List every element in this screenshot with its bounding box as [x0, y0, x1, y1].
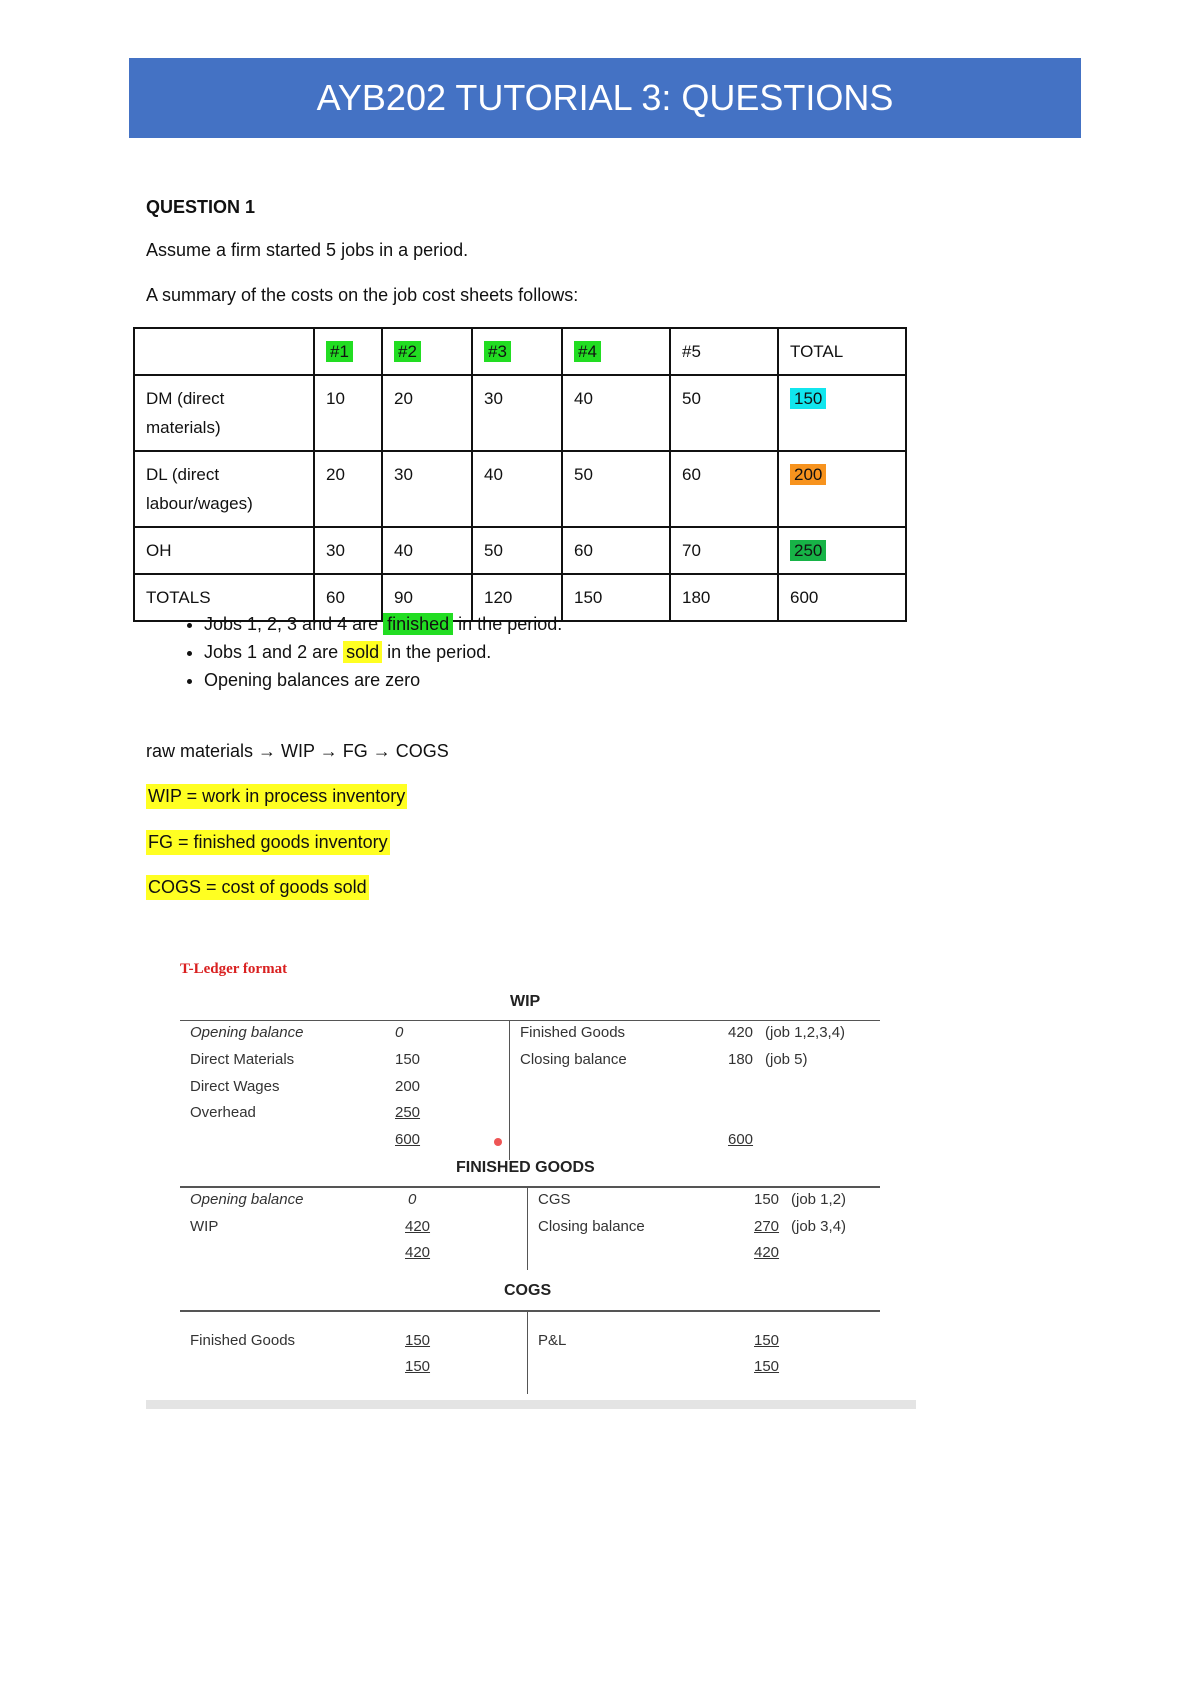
fg-left-label: WIP	[190, 1218, 219, 1235]
intro-line-1: Assume a firm started 5 jobs in a period.	[146, 240, 469, 260]
table-row	[134, 375, 906, 451]
wip-right-label: Closing balance	[520, 1051, 627, 1068]
table-cell: 40	[472, 451, 562, 527]
table-row	[134, 451, 906, 527]
table-cell: 60	[314, 574, 382, 621]
wip-right-value: 180	[728, 1051, 754, 1068]
row-label-totals: TOTALS	[134, 574, 314, 621]
table-cell-total: 250	[778, 527, 906, 574]
wip-right-label: Finished Goods	[520, 1024, 626, 1041]
red-dot-marker	[494, 1138, 502, 1146]
wip-left-label: Opening balance	[190, 1024, 304, 1041]
wip-right-note: (job 5)	[765, 1051, 808, 1068]
wip-left-label: Overhead	[190, 1104, 256, 1121]
fg-left-value: 0	[408, 1191, 417, 1208]
definition-fg: FG = finished goods inventory	[146, 830, 390, 855]
header-cell-job-3: #3	[472, 328, 562, 375]
table-cell: 50	[472, 527, 562, 574]
table-cell: 10	[314, 375, 382, 451]
list-item: • Jobs 1 and 2 are sold in the period.	[204, 638, 562, 666]
wip-right-note: (job 1,2,3,4)	[765, 1024, 846, 1041]
wip-right-value: 420	[728, 1024, 754, 1041]
wip-divider-lower	[509, 1104, 510, 1160]
header-cell-total: TOTAL	[778, 328, 906, 375]
wip-left-value: 150	[395, 1051, 421, 1068]
header-cell-job-4: #4	[562, 328, 670, 375]
table-cell: 40	[562, 375, 670, 451]
intro-line-2: A summary of the costs on the job cost sheets follows:	[146, 285, 579, 305]
header-cell-job-1: #1	[314, 328, 382, 375]
cogs-divider	[527, 1310, 528, 1394]
wip-left-value: 250	[395, 1104, 421, 1121]
table-cell-total: 600	[778, 574, 906, 621]
header-cell-job-5: #5	[670, 328, 778, 375]
fg-right-label: Closing balance	[538, 1218, 645, 1235]
list-item: • Opening balances are zero	[204, 666, 562, 694]
wip-left-total: 600	[395, 1131, 421, 1148]
definition-cogs: COGS = cost of goods sold	[146, 875, 369, 900]
fg-right-label: CGS	[538, 1191, 571, 1208]
table-cell: 180	[670, 574, 778, 621]
flow-line: raw materials → WIP → FG → COGS	[146, 741, 449, 761]
fg-heading: FINISHED GOODS	[456, 1159, 595, 1176]
table-cell: 30	[314, 527, 382, 574]
header-cell-empty	[134, 328, 314, 375]
cogs-left-value: 150	[405, 1332, 431, 1349]
fg-divider	[527, 1186, 528, 1270]
fg-left-label: Opening balance	[190, 1191, 304, 1208]
wip-left-label: Direct Materials	[190, 1051, 295, 1068]
table-row	[134, 527, 906, 574]
wip-left-value: 200	[395, 1078, 421, 1095]
table-cell: 40	[382, 527, 472, 574]
title-banner	[129, 58, 1081, 138]
table-cell: 70	[670, 527, 778, 574]
bullet-list	[182, 610, 562, 694]
table-cell: 30	[382, 451, 472, 527]
image-bottom-shade	[146, 1400, 916, 1409]
table-cell: 60	[670, 451, 778, 527]
table-cell: 20	[382, 375, 472, 451]
wip-heading: WIP	[510, 993, 541, 1010]
fg-right-total: 420	[754, 1244, 780, 1261]
table-cell-total: 150	[778, 375, 906, 451]
table-cell-total: 200	[778, 451, 906, 527]
cogs-right-value: 150	[754, 1332, 780, 1349]
fg-top-rule	[180, 1186, 880, 1188]
table-cell: 50	[670, 375, 778, 451]
t-ledger-image	[146, 945, 916, 1409]
wip-left-value: 0	[395, 1024, 404, 1041]
wip-top-rule	[180, 1020, 880, 1021]
cogs-top-rule	[180, 1310, 880, 1312]
table-cell: 90	[382, 574, 472, 621]
ledger-format-title: T-Ledger format	[180, 961, 288, 977]
cogs-left-total: 150	[405, 1358, 431, 1375]
fg-left-total: 420	[405, 1244, 431, 1261]
fg-left-value: 420	[405, 1218, 431, 1235]
cogs-right-label: P&L	[538, 1332, 567, 1349]
question-heading: QUESTION 1	[146, 197, 256, 217]
fg-right-value: 270	[754, 1218, 780, 1235]
table-header-row	[134, 328, 906, 375]
list-item: • Jobs 1, 2, 3 and 4 are finished in the period.	[204, 610, 562, 638]
table-cell: 60	[562, 527, 670, 574]
page-title: AYB202 TUTORIAL 3: QUESTIONS	[316, 77, 894, 118]
job-cost-table	[133, 327, 907, 622]
table-cell: 50	[562, 451, 670, 527]
row-label-dm: DM (direct materials)	[134, 375, 314, 451]
header-cell-job-2: #2	[382, 328, 472, 375]
fg-right-value: 150	[754, 1191, 780, 1208]
fg-right-note: (job 3,4)	[791, 1218, 847, 1235]
row-label-oh: OH	[134, 527, 314, 574]
cogs-right-total: 150	[754, 1358, 780, 1375]
cogs-heading: COGS	[504, 1282, 552, 1299]
fg-right-note: (job 1,2)	[791, 1191, 847, 1208]
table-cell: 150	[562, 574, 670, 621]
wip-right-total: 600	[728, 1131, 754, 1148]
table-cell: 120	[472, 574, 562, 621]
wip-left-label: Direct Wages	[190, 1078, 280, 1095]
definition-wip: WIP = work in process inventory	[146, 784, 407, 809]
table-cell: 20	[314, 451, 382, 527]
row-label-dl: DL (direct labour/wages)	[134, 451, 314, 527]
cogs-left-label: Finished Goods	[190, 1332, 296, 1349]
table-cell: 30	[472, 375, 562, 451]
wip-divider	[509, 1020, 510, 1104]
